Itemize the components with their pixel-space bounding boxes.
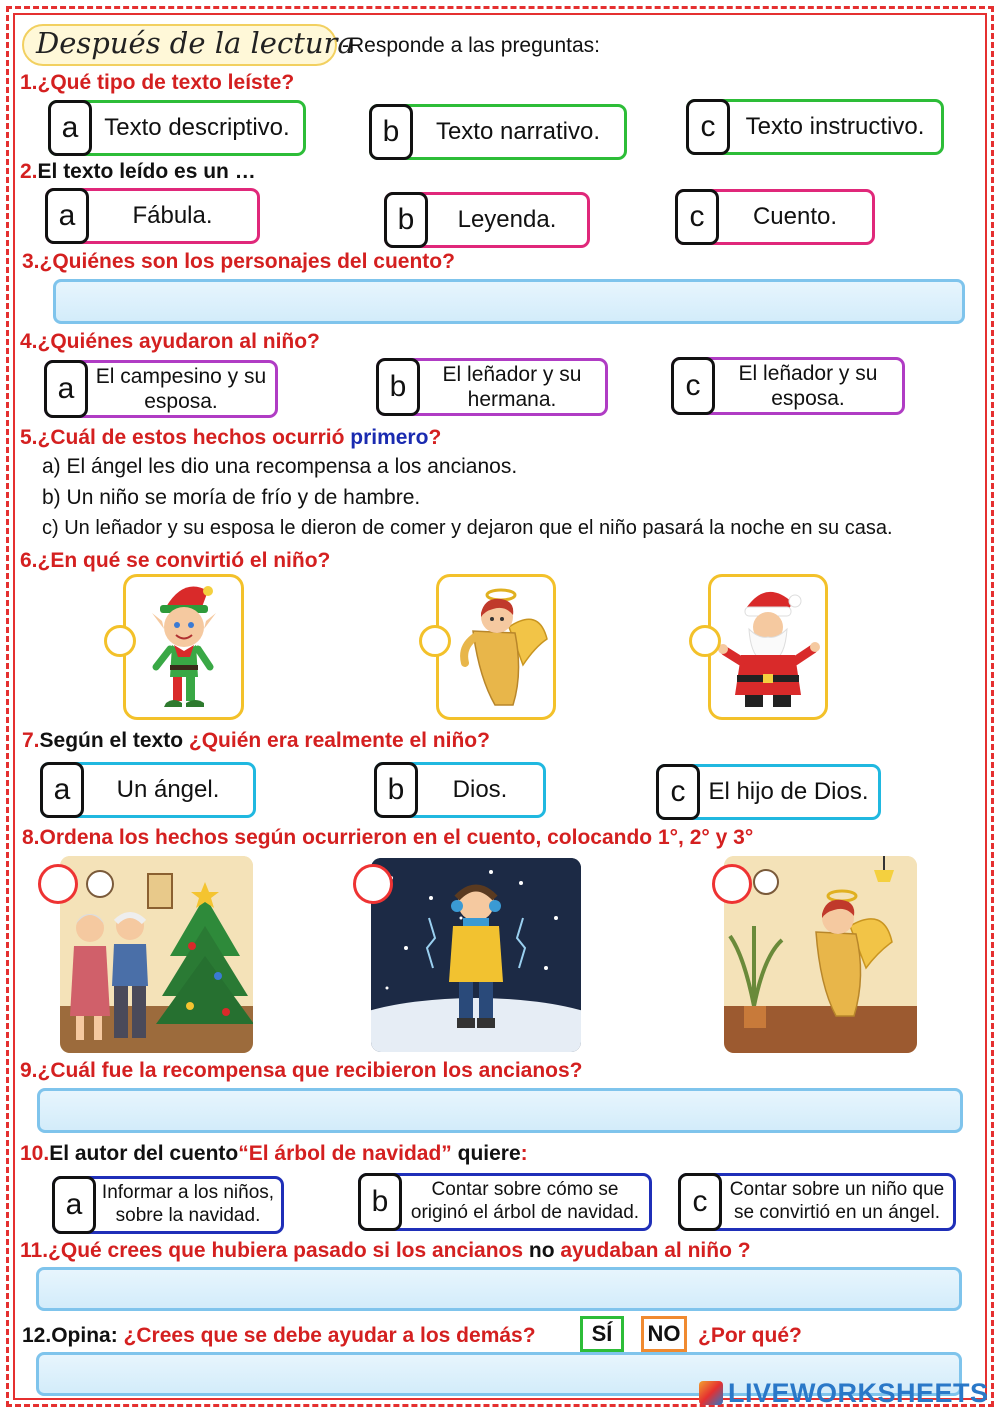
scene-1-order-circle[interactable]: [38, 864, 78, 904]
option-text: El leñador y su hermana.: [442, 362, 582, 411]
question-11: [20, 1239, 751, 1263]
question-3: [22, 250, 455, 274]
q5-item-b[interactable]: [42, 486, 420, 510]
question-highlight: primero: [350, 426, 429, 449]
option-letter: a: [45, 188, 89, 244]
question-number: 12.: [22, 1324, 52, 1347]
q5-item-c[interactable]: [42, 517, 893, 540]
q4-option-c[interactable]: [671, 357, 905, 415]
option-text: Contar sobre un niño que se convirtió en un ángel.: [729, 1179, 945, 1223]
question-text: ¿Quiénes son los personajes del cuento?: [39, 250, 455, 273]
question-text: ¿Quién era realmente el niño?: [188, 729, 490, 752]
option-text: Texto instructivo.: [745, 112, 925, 140]
question-4: [20, 330, 320, 354]
option-text: El hijo de Dios.: [708, 777, 869, 805]
angel-option-card[interactable]: [436, 574, 556, 720]
elf-icon: [126, 577, 241, 717]
question-lead: Opina:: [51, 1324, 124, 1347]
option-letter: b: [384, 192, 428, 248]
question-number: 9.: [20, 1059, 38, 1082]
question-number: 5.: [20, 426, 38, 449]
item-letter: b): [42, 486, 61, 509]
yes-checkbox[interactable]: SÍ: [580, 1316, 624, 1352]
scene-grandparents: [60, 856, 253, 1053]
question-number: 8.: [22, 826, 40, 849]
instructions: -Responde a las preguntas:: [342, 34, 600, 57]
option-text: Texto narrativo.: [435, 117, 601, 145]
option-text: El campesino y su esposa.: [95, 364, 267, 413]
question-end: quiere: [451, 1142, 521, 1165]
option-letter: b: [358, 1173, 402, 1231]
q2-option-c[interactable]: [675, 189, 875, 245]
question-number: 4.: [20, 330, 38, 353]
question-number: 10.: [20, 1142, 50, 1165]
scene-angel-room: [724, 856, 917, 1053]
question-10: [20, 1142, 528, 1166]
option-text: Texto descriptivo.: [104, 113, 290, 141]
q2-option-a[interactable]: [45, 188, 260, 244]
question-12: [22, 1324, 536, 1348]
item-text: El ángel les dio una recompensa a los ancianos.: [66, 455, 518, 478]
question-number: 11.: [20, 1239, 49, 1262]
item-text: Un leñador y su esposa le dieron de comer y dejaron que el niño pasará la noche en su casa.: [64, 517, 893, 539]
question-end: ?: [428, 426, 442, 449]
scene-2-order-circle[interactable]: [353, 864, 393, 904]
question-number: 6.: [20, 549, 38, 572]
angel-room-icon: [724, 856, 917, 1053]
question-text: ¿Crees que se debe ayudar a los demás?: [123, 1324, 536, 1347]
option-text: Cuento.: [752, 202, 838, 230]
q1-option-c[interactable]: [686, 99, 944, 155]
q7-option-c[interactable]: [656, 764, 881, 820]
why-prompt: ¿Por qué?: [698, 1324, 802, 1347]
q3-answer-field[interactable]: [53, 279, 965, 324]
q11-answer-field[interactable]: [36, 1267, 962, 1311]
q2-option-b[interactable]: [384, 192, 590, 248]
question-9: [20, 1059, 583, 1083]
question-8: [22, 826, 753, 850]
q10-option-c[interactable]: [678, 1173, 956, 1231]
elf-option-card[interactable]: [123, 574, 244, 720]
q4-option-b[interactable]: [376, 358, 608, 416]
question-text: ¿En qué se convirtió el niño?: [37, 549, 331, 572]
option-text: Dios.: [452, 775, 508, 803]
question-text: ¿Qué crees que hubiera pasado si los ancianos: [48, 1239, 529, 1262]
question-colon: :: [520, 1142, 528, 1165]
item-letter: a): [42, 455, 61, 478]
question-6: [20, 549, 330, 573]
q7-option-a[interactable]: [40, 762, 256, 818]
question-text: ¿Cuál fue la recompensa que recibieron los ancianos?: [37, 1059, 583, 1082]
option-letter: a: [52, 1176, 96, 1234]
question-text: El texto leído es un …: [37, 160, 256, 183]
option-text: Informar a los niños, sobre la navidad.: [101, 1182, 275, 1226]
option-letter: b: [369, 104, 413, 160]
option-letter: a: [40, 762, 84, 818]
question-number: 3.: [22, 250, 40, 273]
option-letter: c: [671, 357, 715, 415]
option-letter: c: [686, 99, 730, 155]
q1-option-b[interactable]: [369, 104, 627, 160]
liveworksheets-logo-icon: [699, 1381, 723, 1405]
cold-boy-icon: [371, 858, 581, 1052]
question-number: 1.: [20, 71, 38, 94]
question-text: “El árbol de navidad”: [238, 1142, 452, 1165]
option-letter: b: [374, 762, 418, 818]
option-letter: b: [376, 358, 420, 416]
option-letter: a: [48, 100, 92, 156]
scene-3-order-circle[interactable]: [712, 864, 752, 904]
q1-option-a[interactable]: [48, 100, 306, 156]
option-text: Contar sobre cómo se originó el árbol de navidad.: [410, 1179, 640, 1223]
item-text: Un niño se moría de frío y de hambre.: [66, 486, 421, 509]
option-text: Fábula.: [132, 201, 213, 229]
q4-option-a[interactable]: [44, 360, 278, 418]
grandparents-tree-icon: [60, 856, 253, 1053]
no-checkbox[interactable]: NO: [641, 1316, 687, 1352]
question-lead: El autor del cuento: [49, 1142, 239, 1165]
option-text: El leñador y su esposa.: [738, 361, 878, 410]
question-negation: no: [528, 1239, 555, 1262]
q7-option-b[interactable]: [374, 762, 546, 818]
page-title: Después de la lectura: [36, 26, 355, 60]
option-letter: c: [656, 764, 700, 820]
question-1: [20, 71, 294, 95]
option-letter: c: [678, 1173, 722, 1231]
option-letter: a: [44, 360, 88, 418]
q5-item-a[interactable]: [42, 455, 517, 479]
option-text: Un ángel.: [116, 775, 220, 803]
question-text: Ordena los hechos según ocurrieron en el cuento, colocando 1°, 2° y 3°: [39, 826, 754, 849]
liveworksheets-logo[interactable]: LIVEWORKSHEETS: [728, 1378, 989, 1408]
question-number: 2.: [20, 160, 38, 183]
santa-option-card[interactable]: [708, 574, 828, 720]
q10-option-b[interactable]: [358, 1173, 652, 1231]
question-text: ¿Qué tipo de texto leíste?: [37, 71, 295, 94]
item-letter: c): [42, 517, 59, 539]
question-5: [20, 426, 441, 450]
question-end: ayudaban al niño ?: [554, 1239, 751, 1262]
question-text: ¿Cuál de estos hechos ocurrió: [37, 426, 351, 449]
santa-answer-circle[interactable]: [689, 625, 721, 657]
santa-icon: [711, 577, 825, 717]
question-number: 7.: [22, 729, 40, 752]
question-7: [22, 729, 490, 753]
option-letter: c: [675, 189, 719, 245]
question-2: [20, 160, 256, 184]
question-lead: Según el texto: [39, 729, 189, 752]
scene-cold-boy: [371, 858, 581, 1052]
elf-answer-circle[interactable]: [104, 625, 136, 657]
angel-answer-circle[interactable]: [419, 625, 451, 657]
q9-answer-field[interactable]: [37, 1088, 963, 1133]
q10-option-a[interactable]: [52, 1176, 284, 1234]
question-text: ¿Quiénes ayudaron al niño?: [37, 330, 320, 353]
option-text: Leyenda.: [457, 205, 557, 233]
angel-icon: [439, 577, 553, 717]
